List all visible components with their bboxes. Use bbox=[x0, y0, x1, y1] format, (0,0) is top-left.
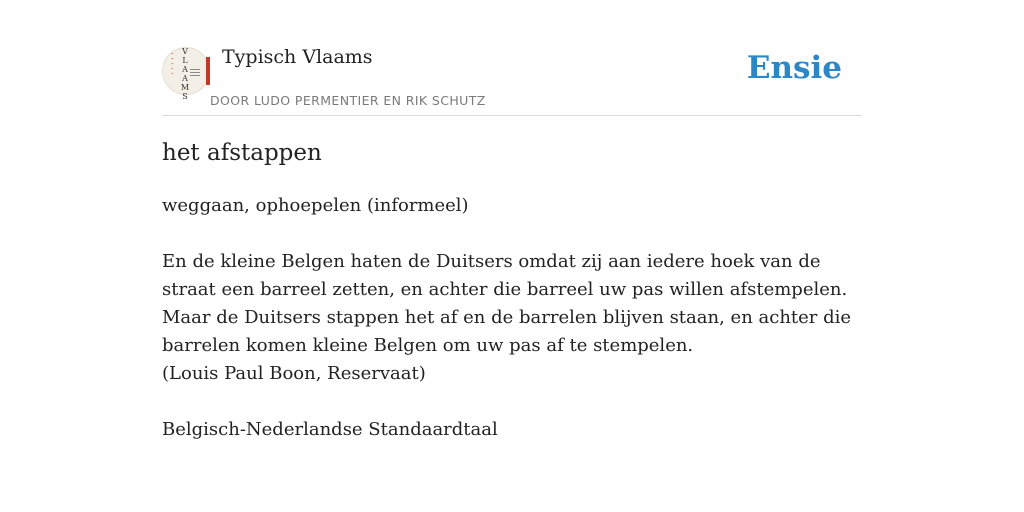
spacer bbox=[162, 220, 862, 248]
entry-category: Belgisch-Nederlandse Standaardtaal bbox=[162, 419, 498, 440]
author-byline: DOOR LUDO PERMENTIER EN RIK SCHUTZ bbox=[210, 93, 486, 108]
book-cover-icon[interactable] bbox=[162, 47, 210, 101]
entry-title: het afstappen bbox=[162, 140, 322, 166]
entry-content bbox=[162, 192, 862, 444]
avatar-lines bbox=[190, 69, 200, 79]
entry-definition: weggaan, ophoepelen (informeel) bbox=[162, 195, 469, 216]
avatar-title: V L A A M S bbox=[180, 47, 190, 101]
avatar-accent bbox=[206, 57, 210, 85]
avatar-decoration: • • • • • bbox=[171, 51, 174, 76]
spacer bbox=[162, 388, 862, 416]
entry-card bbox=[162, 0, 862, 512]
ensie-logo-link[interactable]: Ensie bbox=[746, 50, 842, 86]
blog-header bbox=[162, 0, 862, 116]
entry-source: (Louis Paul Boon, Reservaat) bbox=[162, 363, 426, 384]
entry-quote: En de kleine Belgen haten de Duitsers omdat zij aan iedere hoek van de straat een barreel zetten, en achter die barreel uw pas willen afstempelen. Maar de Duitsers stappen het af en de barrelen blijven staan, en achter die barrelen komen kleine Belgen om uw pas af te stempelen. bbox=[162, 251, 852, 356]
blog-title-link[interactable]: Typisch Vlaams bbox=[222, 46, 373, 68]
